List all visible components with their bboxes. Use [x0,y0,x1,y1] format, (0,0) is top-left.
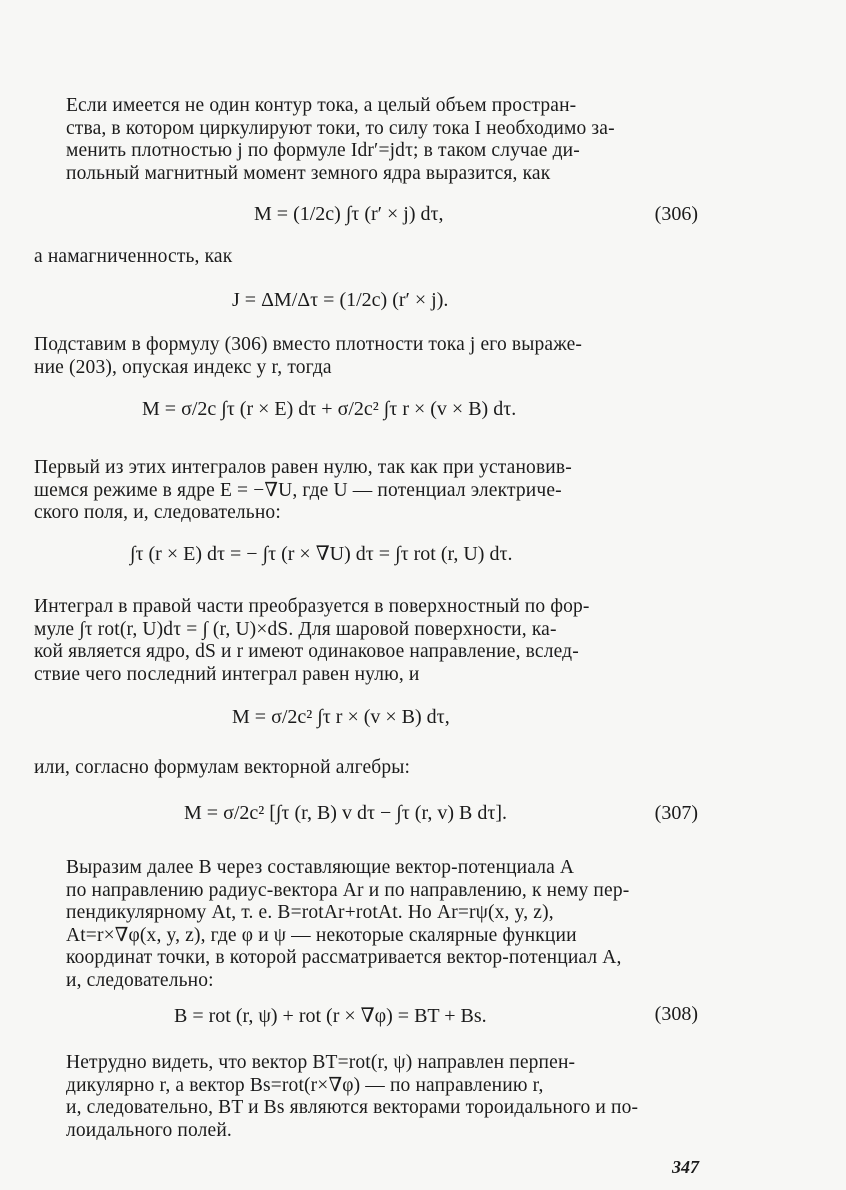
paragraph-2 [34,246,702,269]
text-line: и, следовательно, BT и Bs являются векторами тороидального и по- [66,1097,639,1119]
paragraph-8 [34,1052,702,1142]
equation-magnetization [34,289,702,319]
equation-body: M = σ/2c² [∫τ (r, B) v dτ − ∫τ (r, v) B dτ]. [184,802,508,824]
text-line: Нетрудно видеть, что вектор BT=rot(r, ψ) направлен перпен- [66,1052,576,1073]
page-number: 347 [672,1157,699,1177]
equation-body: M = σ/2c² ∫τ r × (v × B) dτ, [232,706,450,728]
equation-body: M = σ/2c ∫τ (r × E) dτ + σ/2c² ∫τ r × (v × B) dτ. [142,398,517,420]
text-line: а намагниченность, как [34,246,233,267]
equation-number: (308) [654,1003,698,1025]
equation-moment-reduced [34,706,702,736]
text-line: по направлению радиус-вектора Ar и по направлению, к нему пер- [66,879,630,901]
text-line: ствие чего последний интеграл равен нулю, и [34,663,420,685]
paragraph-7 [34,857,702,993]
paragraph-6 [34,757,702,780]
text-line: ние (203), опуская индекс у r, тогда [34,356,332,378]
text-line: польный магнитный момент земного ядра выразится, как [66,162,551,184]
equation-body: ∫τ (r × E) dτ = − ∫τ (r × ∇U) dτ = ∫τ rot (r, U) dτ. [130,543,513,565]
text-line: ского поля, и, следовательно: [34,502,281,524]
text-line: Интеграл в правой части преобразуется в поверхностный по фор- [34,596,590,617]
text-line: At=r×∇φ(x, y, z), где φ и ψ — некоторые скалярные функции [66,924,577,946]
text-line: и, следовательно: [66,969,214,991]
equation-307 [34,802,702,832]
text-line: Выразим далее B через составляющие вектор-потенциала A [66,857,575,878]
equation-number: (306) [654,203,698,225]
text-line: ства, в котором циркулируют токи, то силу тока I необходимо за- [66,117,615,139]
equation-308 [34,1003,702,1033]
equation-body: B = rot (r, ψ) + rot (r × ∇φ) = BT + Bs. [174,1005,487,1027]
equation-body: J = ΔM/Δτ = (1/2c) (r′ × j). [232,289,449,311]
paragraph-5 [34,596,702,686]
text-line: Подставим в формулу (306) вместо плотности тока j его выраже- [34,334,583,355]
equation-306 [34,203,702,233]
text-line: пендикулярному At, т. е. B=rotAr+rotAt. Но Ar=rψ(x, y, z), [66,902,554,924]
text-line: или, согласно формулам векторной алгебры: [34,757,411,778]
text-line: шемся режиме в ядре E = −∇U, где U — потенциал электриче- [34,479,562,501]
equation-moment-expanded [34,398,702,428]
equation-number: (307) [654,802,698,824]
text-line: Если имеется не один контур тока, а целый объем простран- [66,95,577,116]
equation-body: M = (1/2c) ∫τ (r′ × j) dτ, [254,203,444,225]
text-line: лоидального полей. [66,1119,232,1141]
text-line: менить плотностью j по формуле Idr′=jdτ; в таком случае ди- [66,140,580,162]
paragraph-4 [34,457,702,525]
paragraph-3 [34,334,702,379]
equation-integral-identity [34,541,702,571]
text-line: кой является ядро, dS и r имеют одинаковое направление, вслед- [34,641,579,663]
paragraph-1 [34,95,702,185]
text-line: дикулярно r, а вектор Bs=rot(r×∇φ) — по направлению r, [66,1074,544,1096]
text-line: Первый из этих интегралов равен нулю, так как при установив- [34,457,572,478]
text-line: координат точки, в которой рассматривается вектор-потенциал A, [66,947,622,969]
text-line: муле ∫τ rot(r, U)dτ = ∫ (r, U)×dS. Для шаровой поверхности, ка- [34,618,557,640]
